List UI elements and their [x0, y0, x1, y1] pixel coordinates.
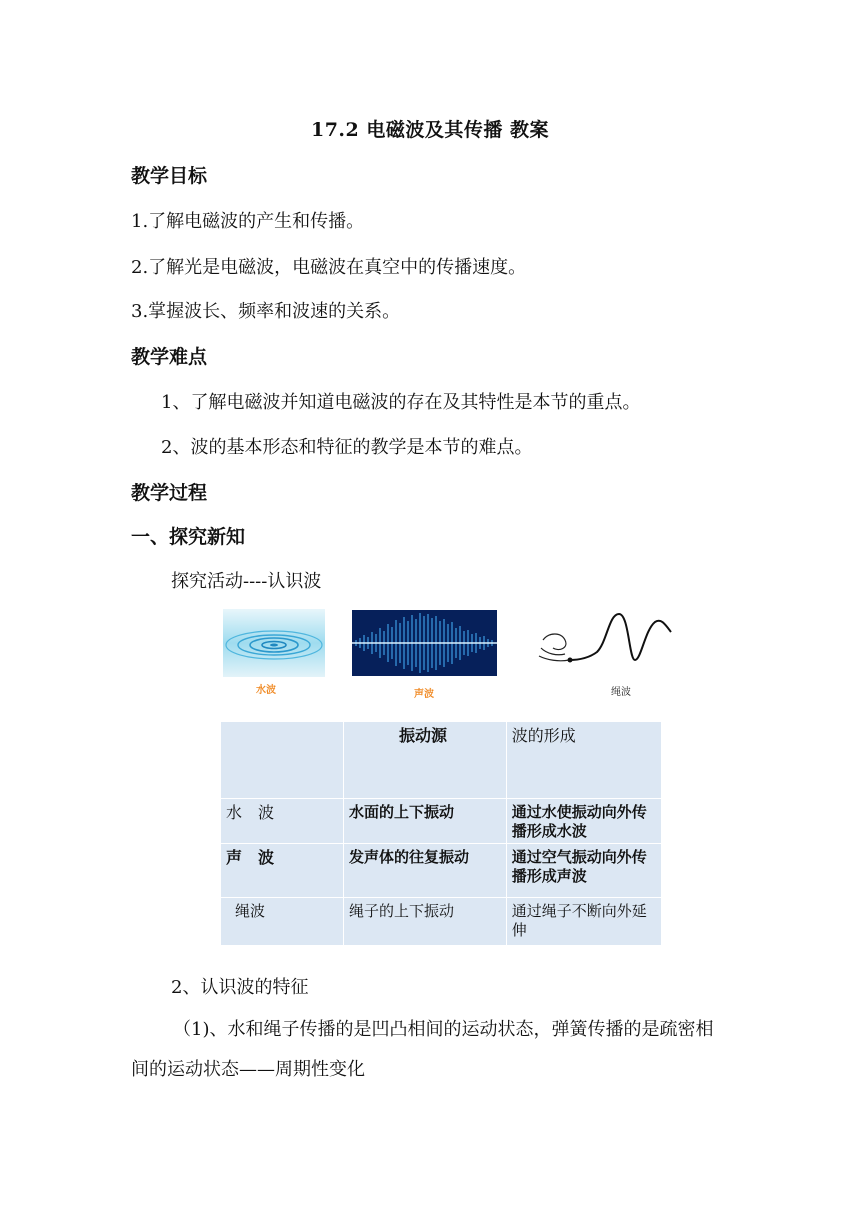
- goal-3: 3.掌握波长、频率和波速的关系。: [131, 301, 401, 322]
- goal-1: 1.了解电磁波的产生和传播。: [131, 211, 365, 232]
- difficulty-heading: 教学难点: [131, 346, 208, 368]
- difficulty-2: 2、波的基本形态和特征的教学是本节的难点。: [161, 437, 533, 458]
- table-cell: 发声体的往复振动: [344, 844, 507, 898]
- difficulty-1: 1、了解电磁波并知道电磁波的存在及其特性是本节的重点。: [161, 392, 641, 413]
- subheading-2: 2、认识波的特征: [171, 977, 309, 998]
- table-header-cell: [221, 722, 344, 799]
- table-cell: 绳波: [221, 898, 344, 946]
- activity-line: 探究活动----认识波: [171, 571, 322, 592]
- rope-wave-image: [535, 610, 675, 678]
- goal-2: 2.了解光是电磁波，电磁波在真空中的传播速度。: [131, 257, 527, 278]
- process-heading: 教学过程: [131, 482, 208, 504]
- sound-wave-caption: 声波: [414, 689, 434, 700]
- water-wave-image: [223, 609, 325, 681]
- table-cell: 水面的上下振动: [344, 799, 507, 844]
- table-cell: 通过空气振动向外传播形成声波: [506, 844, 661, 898]
- document-title: 17.2 电磁波及其传播 教案: [310, 119, 549, 141]
- table-cell: 声 波: [221, 844, 344, 898]
- part1-heading: 一、探究新知: [131, 526, 246, 548]
- table-cell: 通过绳子不断向外延伸: [506, 898, 661, 946]
- table-header-row: [221, 722, 662, 799]
- table-row: [221, 799, 662, 844]
- wave-figure: [220, 602, 680, 702]
- table-header-cell: 波的形成: [506, 722, 661, 799]
- rope-wave-caption: 绳波: [611, 687, 631, 698]
- table-cell: 绳子的上下振动: [344, 898, 507, 946]
- table-row: [221, 898, 662, 946]
- table-row: [221, 844, 662, 898]
- table-header-cell: 振动源: [344, 722, 507, 799]
- table-cell: 水 波: [221, 799, 344, 844]
- table-cell: 通过水使振动向外传播形成水波: [506, 799, 661, 844]
- paragraph-1: （1)、水和绳子传播的是凹凸相间的运动状态，弹簧传播的是疏密相间的运动状态——周期性变化: [131, 1019, 714, 1080]
- wave-comparison-table: [220, 721, 662, 946]
- sound-wave-image: [352, 610, 497, 680]
- water-wave-caption: 水波: [256, 685, 276, 696]
- goals-heading: 教学目标: [131, 165, 208, 187]
